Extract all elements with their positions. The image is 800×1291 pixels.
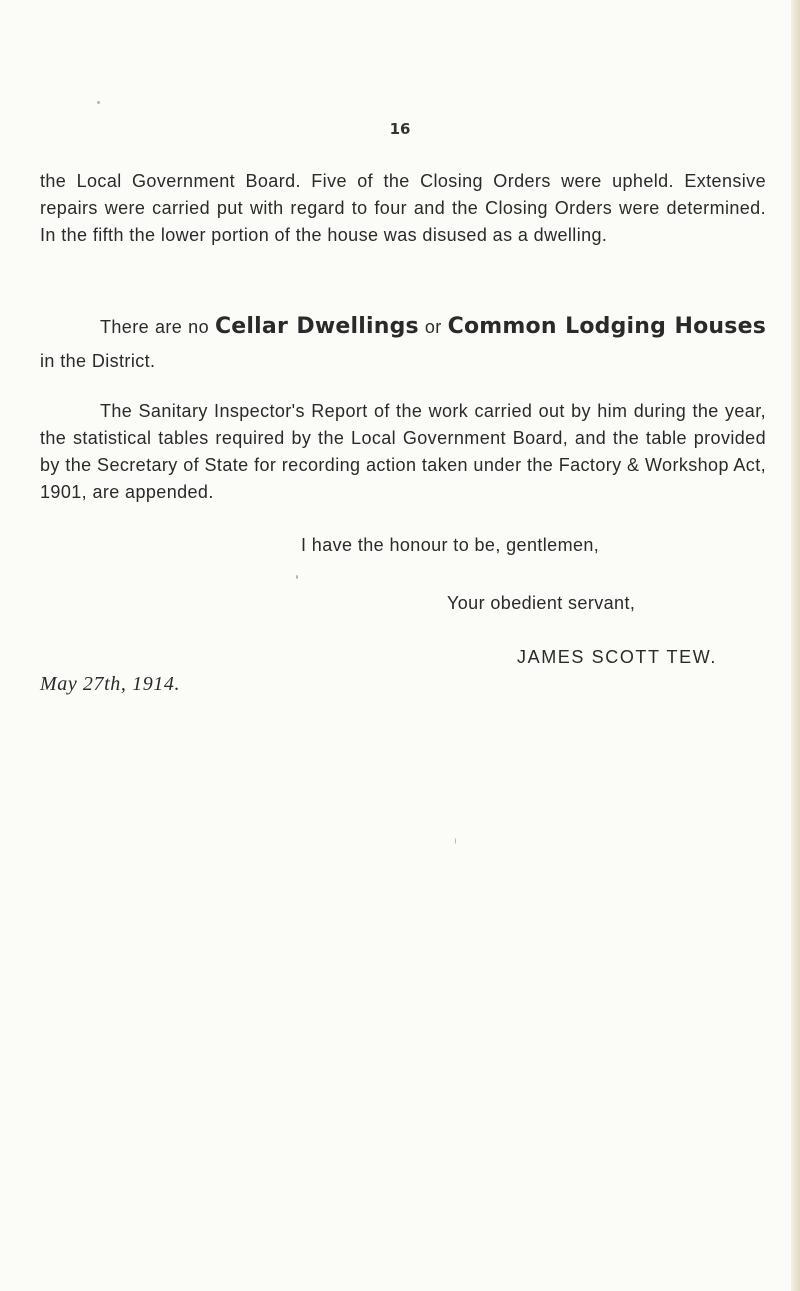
signature: JAMES SCOTT TEW. (517, 647, 717, 667)
paper-speck (455, 838, 456, 844)
report-text: The Sanitary Inspector's Report of the work carried out by him during the year, the statistical tables required by the Local Government Board, and the table provided by the Secretary of State for recording action taken under the Factory & Workshop Act, 1901, are appended. (40, 401, 766, 502)
paper-speck (296, 575, 298, 579)
closing-salutation: I have the honour to be, gentlemen, (301, 535, 600, 555)
cellar-text-3: in the District. (40, 351, 156, 371)
paragraph-closing-orders: the Local Government Board. Five of the Closing Orders were upheld. Extensive repairs were carried put with regard to four and the Closing Orders were determined. In the fifth the lower portion of the house was disused as a dwelling. (40, 171, 766, 245)
paper-speck (97, 101, 100, 104)
page-edge-shadow (791, 0, 800, 1291)
paragraph-inspector-report (40, 398, 766, 506)
letter-date: May 27th, 1914. (40, 673, 181, 695)
paragraph-cellar-dwellings (40, 310, 766, 378)
cellar-dwellings-term: Cellar Dwellings (214, 314, 419, 339)
obedient-servant-line: Your obedient servant, (447, 593, 636, 613)
common-lodging-houses-term: Common Lodging Houses (447, 314, 766, 339)
cellar-text-2: or (418, 317, 448, 337)
page-number: 16 (389, 120, 411, 138)
cellar-text-1: There are no (100, 317, 215, 337)
